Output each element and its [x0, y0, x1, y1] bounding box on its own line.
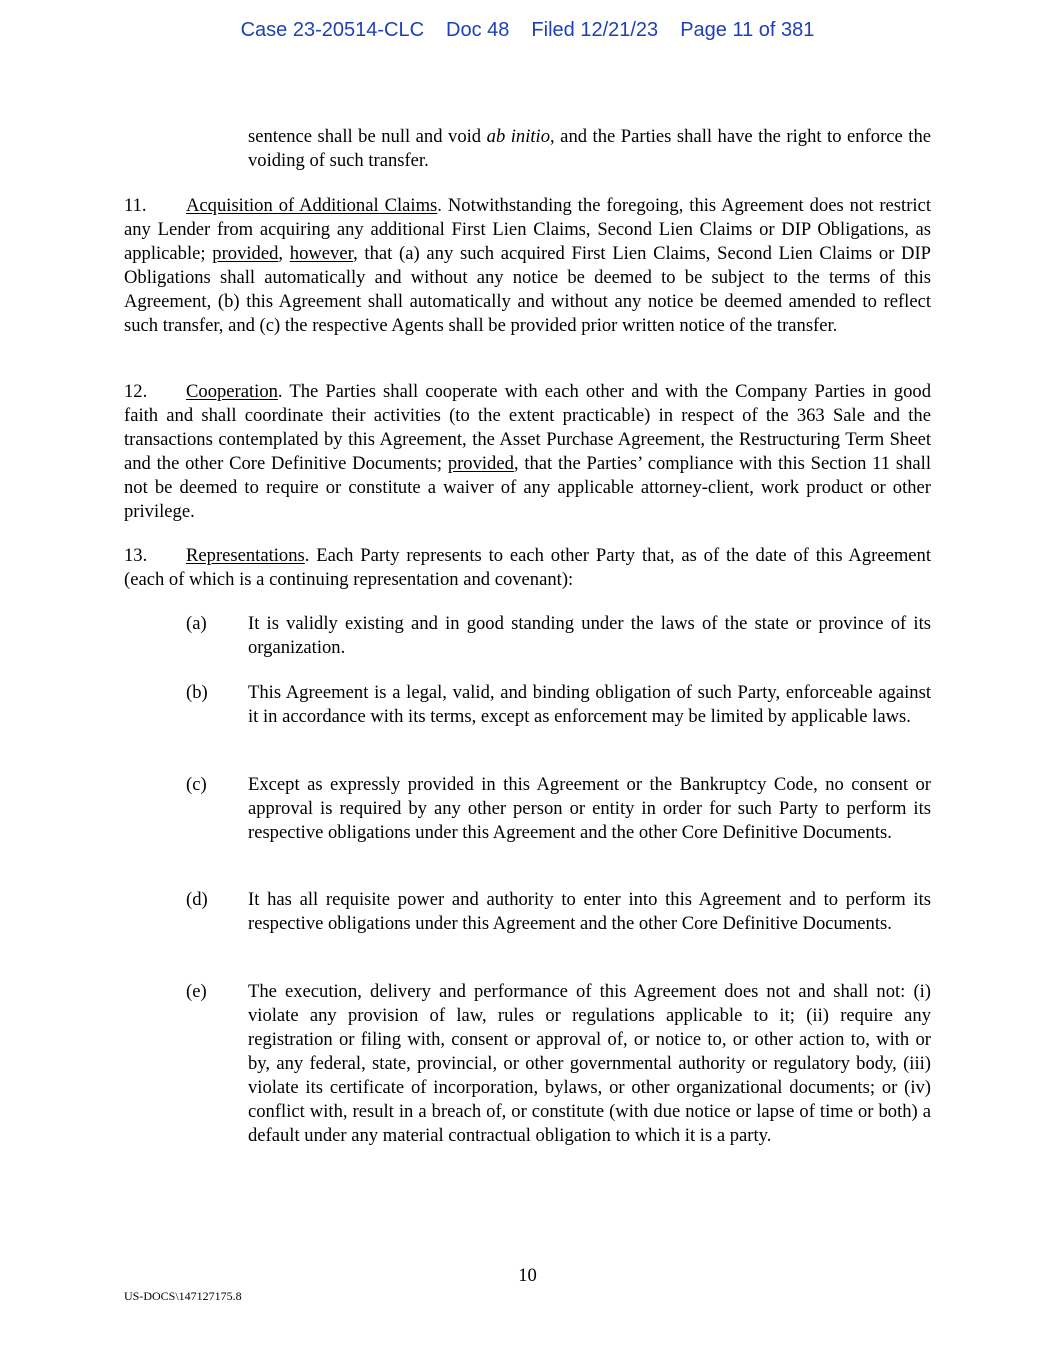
underlined-term: however: [289, 243, 354, 264]
page-count: Page 11 of 381: [680, 19, 815, 41]
section-title: Representations: [186, 545, 305, 566]
item-text: The execution, delivery and performance of this Agreement does not and shall not: (i) violate any provision of law, rules or regulations applicable to it; (ii) require any registration or filing with, consent or approval of, or notice to, or other action to, with or by, any federal, state, provincial, or other governmental authority or regulatory body, (iii) violate its certificate of incorporation, bylaws, or other organizational documents; or (iv) conflict with, result in a breach of, or constitute (with due notice or lapse of time or both) a default under any material contractual obligation to which it is a party.: [248, 981, 931, 1146]
item-text: It is validly existing and in good standing under the laws of the state or province of its organization.: [248, 613, 931, 658]
item-text: It has all requisite power and authority to enter into this Agreement and to perform its respective obligations under this Agreement and the other Core Definitive Documents.: [248, 889, 931, 934]
latin-term: ab initio: [486, 126, 551, 147]
section-13: 13. Representations. Each Party represents to each other Party that, as of the date of this Agreement (each of which is a continuing representation and covenant):: [124, 545, 931, 590]
item-letter: (d): [186, 889, 208, 910]
underlined-term: provided: [212, 243, 279, 264]
section-12: 12. Cooperation. The Parties shall cooperate with each other and with the Company Parties in good faith and shall coordinate their activities (to the extent practicable) in respect of the 363 Sale and the transactions contemplated by this Agreement, the Asset Purchase Agreement, the Restructuring Term Sheet and the other Core Definitive Documents; provided, that the Parties’ compliance with this Section 11 shall not be deemed to require or constitute a waiver of any applicable attorney-client, work product or other privilege.: [124, 381, 931, 522]
section-number: 12.: [124, 381, 148, 402]
continuation-paragraph: sentence shall be null and void ab initio, and the Parties shall have the right to enforce the voiding of such transfer.: [248, 126, 932, 171]
item-letter: (a): [186, 613, 207, 634]
item-letter: (b): [186, 682, 208, 703]
case-number: Case 23-20514-CLC: [240, 19, 425, 41]
item-letter: (e): [186, 981, 207, 1002]
item-text: Except as expressly provided in this Agreement or the Bankruptcy Code, no consent or approval is required by any other person or entity in order for such Party to perform its respective obligations under this Agreement and the other Core Definitive Documents.: [248, 774, 931, 843]
section-title: Cooperation: [186, 381, 278, 402]
item-letter: (c): [186, 774, 207, 795]
filed-date: Filed 12/21/23: [531, 19, 659, 41]
section-11: 11. Acquisition of Additional Claims. Notwithstanding the foregoing, this Agreement does not restrict any Lender from acquiring any additional First Lien Claims, Second Lien Claims or DIP Obligations, as applicable; provided, however, that (a) any such acquired First Lien Claims, Second Lien Claims or DIP Obligations shall automatically and without any notice be deemed to be subject to the terms of this Agreement, (b) this Agreement shall automatically and without any notice be deemed amended to reflect such transfer, and (c) the respective Agents shall be provided prior written notice of the transfer.: [124, 195, 931, 336]
doc-number: Doc 48: [446, 19, 510, 41]
section-number: 11.: [124, 195, 147, 216]
underlined-term: provided: [447, 453, 514, 474]
section-title: Acquisition of Additional Claims: [186, 195, 438, 216]
section-number: 13.: [124, 545, 148, 566]
item-text: This Agreement is a legal, valid, and binding obligation of such Party, enforceable against it in accordance with its terms, except as enforcement may be limited by applicable laws.: [248, 682, 931, 727]
court-filing-header: [0, 19, 1055, 42]
page-number: 10: [518, 1265, 537, 1286]
document-id: US-DOCS\147127175.8: [124, 1289, 242, 1303]
